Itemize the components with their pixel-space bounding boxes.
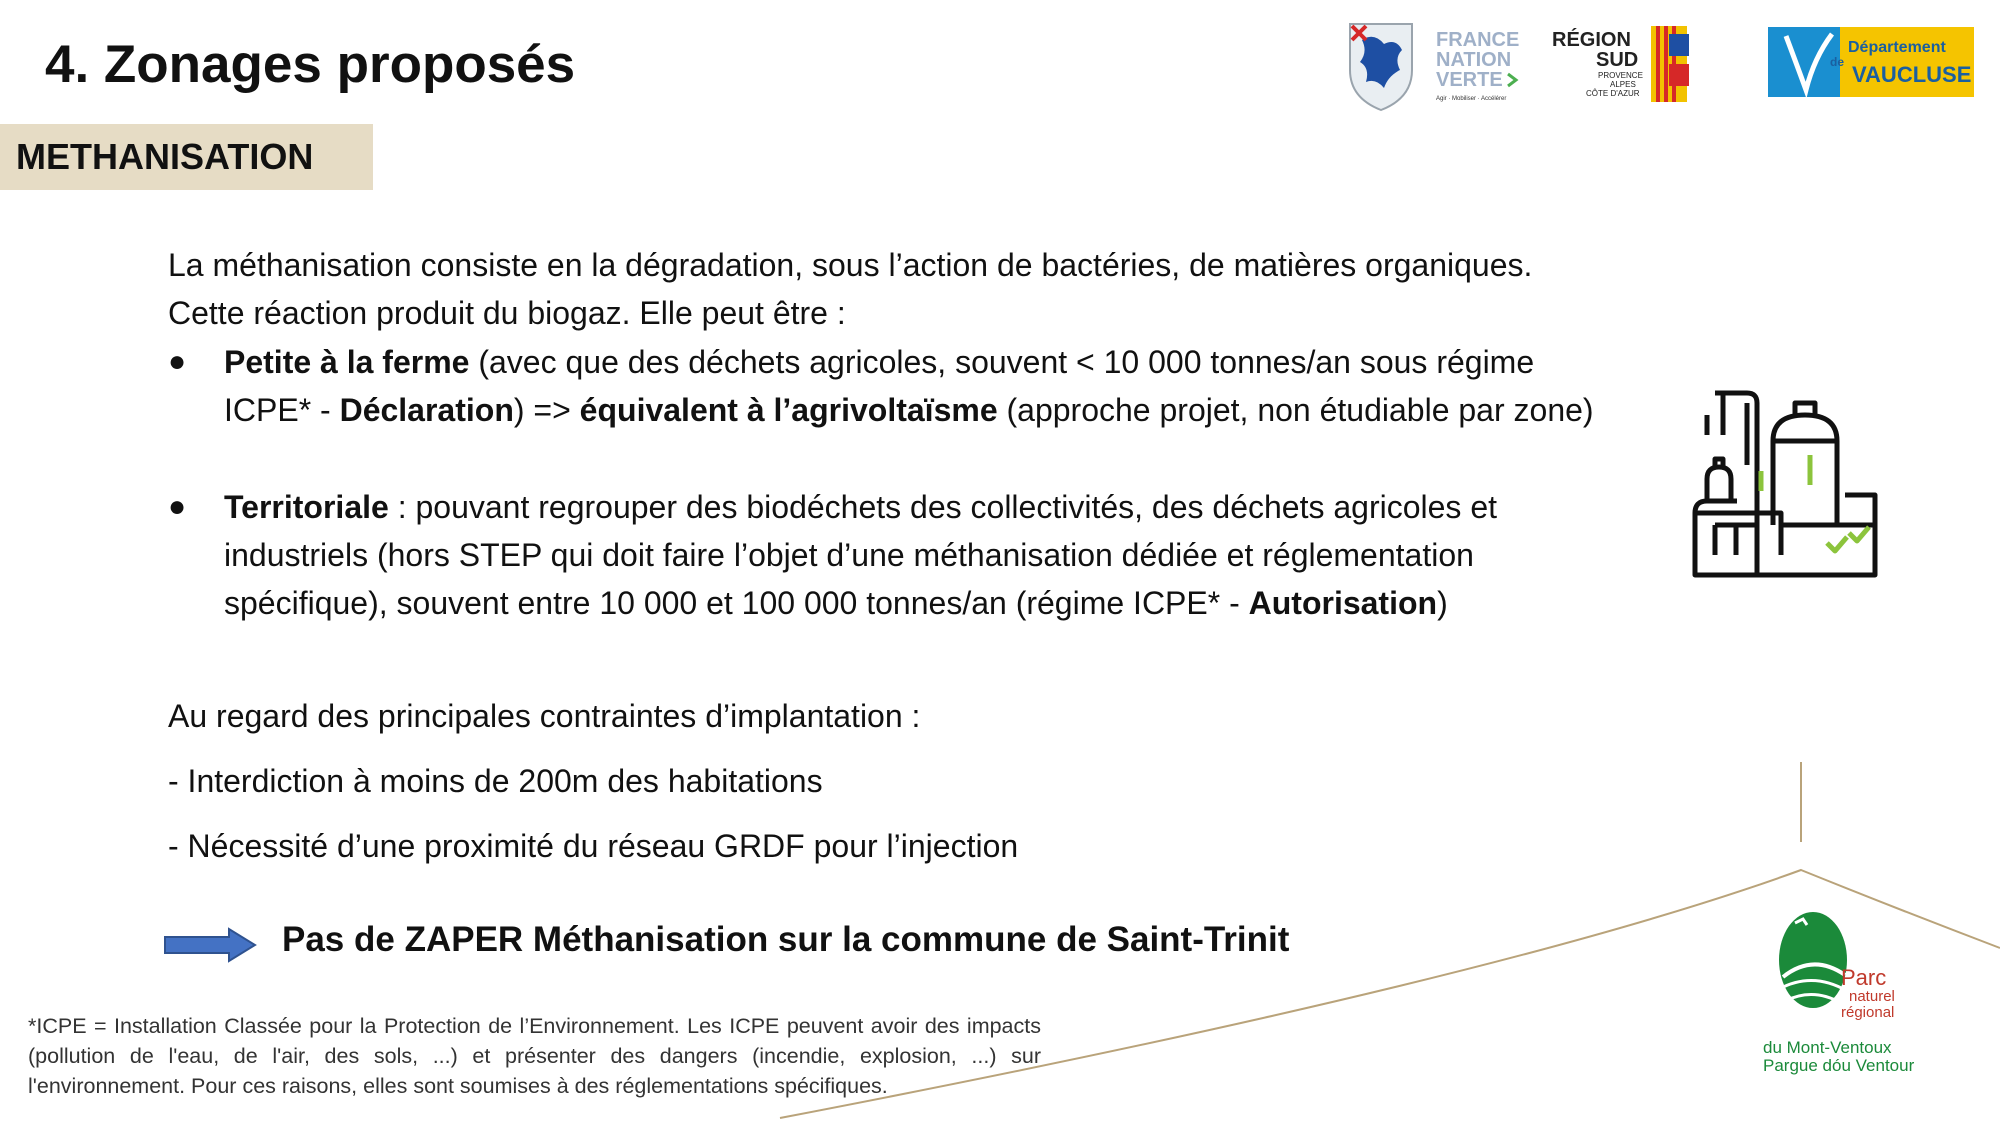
coat-of-arms-logo (1350, 24, 1412, 110)
france-nation-verte-logo (1436, 29, 1519, 102)
svg-text:NATION: NATION (1436, 49, 1512, 71)
bullet-text-part: (avec que des déchets agricoles, souvent < 10 000 tonnes/an sous régime (469, 344, 1535, 380)
footnote: *ICPE = Installation Classée pour la Protection de l’Environnement. Les ICPE peuvent avoir des impacts (pollution de l'eau, de l'air, des sols, ...) et présenter des dangers (incendie, explosion, ...) sur l'environnement. Pour ces raisons, elles sont soumises à des réglementations spécifiques. (28, 1014, 1041, 1098)
constraint-item: - Interdiction à moins de 200m des habitations (168, 763, 823, 799)
svg-text:de: de (1830, 55, 1845, 69)
svg-text:naturel: naturel (1849, 988, 1895, 1005)
intro-paragraph (168, 241, 1532, 337)
svg-text:SUD: SUD (1596, 49, 1639, 71)
bullet-text-part: (approche projet, non étudiable par zone) (997, 392, 1594, 428)
section-tag-label: METHANISATION (16, 136, 314, 177)
constraint-item: - Nécessité d’une proximité du réseau GRDF pour l’injection (168, 828, 1019, 864)
bullet-bold-part: équivalent à l’agrivoltaïsme (579, 392, 998, 428)
bullet-text-part: : pouvant regrouper des biodéchets des collectivités, des déchets agricoles et (388, 489, 1497, 525)
right-arrow-icon (163, 927, 257, 963)
page-title: 4. Zonages proposés (45, 35, 576, 94)
partner-logos (1340, 18, 1980, 118)
svg-text:VAUCLUSE: VAUCLUSE (1852, 62, 1972, 87)
conclusion-statement: Pas de ZAPER Méthanisation sur la commune de Saint-Trinit (282, 920, 1290, 959)
bullet-bold-part: Déclaration (339, 392, 514, 428)
svg-text:Parc: Parc (1841, 965, 1887, 990)
svg-text:VERTE: VERTE (1436, 69, 1503, 91)
departement-vaucluse-logo (1768, 27, 1974, 97)
bullet-marker: ● (168, 490, 187, 523)
svg-text:CÔTE D'AZUR: CÔTE D'AZUR (1586, 89, 1640, 98)
bullet-term: Territoriale (224, 489, 389, 525)
svg-text:régional: régional (1841, 1004, 1895, 1021)
methanisation-plant-icon (1685, 375, 1895, 585)
section-tag (0, 124, 373, 190)
svg-text:Pargue dóu Ventour: Pargue dóu Ventour (1763, 1056, 1915, 1075)
bullet-text-part: industriels (hors STEP qui doit faire l’objet d’une méthanisation dédiée et réglementation (224, 537, 1474, 573)
bullet-term: Petite à la ferme (224, 344, 470, 380)
bullet-text-part: ) => (513, 392, 580, 428)
park-mont-ventoux-logo (1755, 905, 1915, 1081)
svg-text:Agir · Mobiliser · Accélérer: Agir · Mobiliser · Accélérer (1436, 96, 1507, 102)
intro-line-2: Cette réaction produit du biogaz. Elle peut être : (168, 295, 846, 331)
intro-line-1: La méthanisation consiste en la dégradation, sous l’action de bactéries, de matières organiques. (168, 247, 1533, 283)
bullet-text-part: ) (1437, 585, 1448, 621)
svg-text:du Mont-Ventoux: du Mont-Ventoux (1763, 1038, 1892, 1057)
svg-text:Département: Département (1848, 39, 1946, 56)
svg-text:RÉGION: RÉGION (1552, 29, 1631, 51)
bullet-text (224, 483, 1497, 627)
svg-text:PROVENCE: PROVENCE (1598, 71, 1643, 80)
svg-text:FRANCE: FRANCE (1436, 29, 1520, 51)
bullet-text (224, 338, 1594, 434)
svg-text:ALPES: ALPES (1610, 80, 1636, 89)
bullet-text-part: ICPE* - (224, 392, 340, 428)
bullet-bold-part: Autorisation (1248, 585, 1438, 621)
bullet-marker: ● (168, 345, 187, 378)
region-sud-logo (1552, 26, 1689, 102)
constraints-heading: Au regard des principales contraintes d’implantation : (168, 698, 921, 734)
bullet-text-part: spécifique), souvent entre 10 000 et 100 000 tonnes/an (régime ICPE* - (224, 585, 1249, 621)
